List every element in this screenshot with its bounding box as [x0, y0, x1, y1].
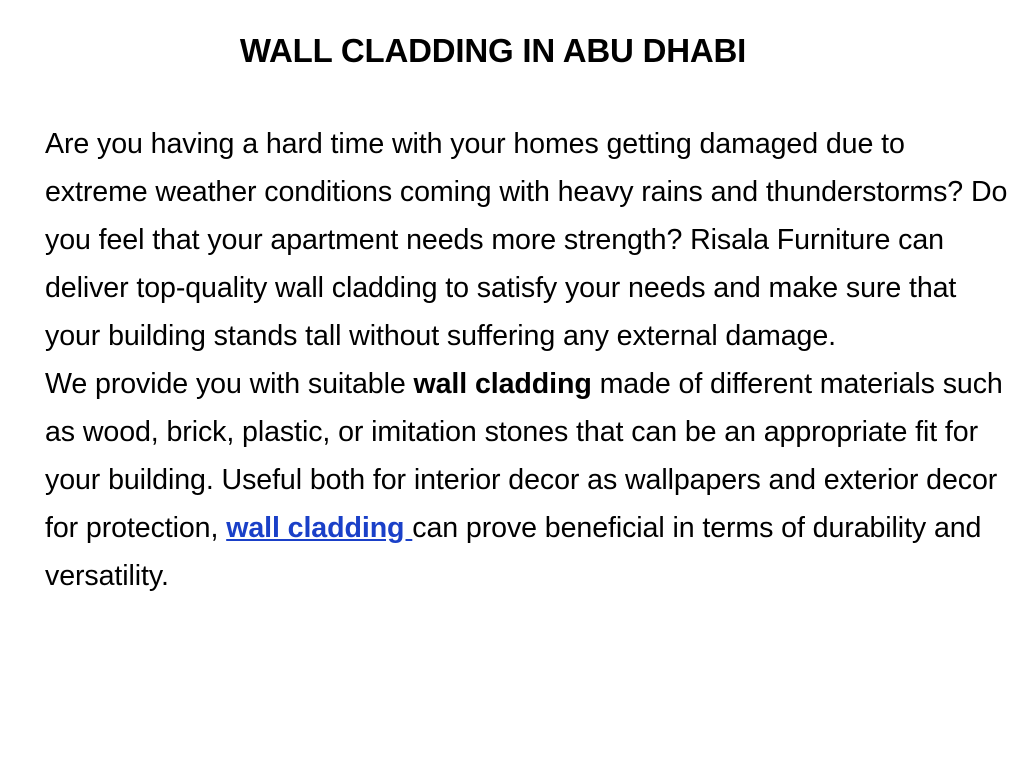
bold-keyword: wall cladding	[413, 368, 592, 400]
slide-body	[45, 120, 1010, 600]
paragraph-text-before: We provide you with suitable	[45, 368, 414, 400]
intro-paragraph: Are you having a hard time with your homes getting damaged due to extreme weather conditions coming with heavy rains and thunderstorms? Do you feel that your apartment needs more strength? Risala Furniture can deliver top-quality wall cladding to satisfy your needs and make sure that your building stands tall without suffering any external damage.	[45, 128, 1008, 352]
paragraph-text-middle: made of different materials such as wood, brick, plastic, or imitation stones that can be an appropriate fit for your building. Useful both for interior decor as wallpapers and exterior decor for protection,	[45, 368, 1003, 544]
slide-title: WALL CLADDING IN ABU DHABI	[239, 32, 747, 69]
services-paragraph	[45, 360, 1010, 600]
wall-cladding-link[interactable]: wall cladding	[226, 512, 413, 544]
paragraph-text-after: can prove beneficial in terms of durability and versatility.	[45, 512, 982, 592]
